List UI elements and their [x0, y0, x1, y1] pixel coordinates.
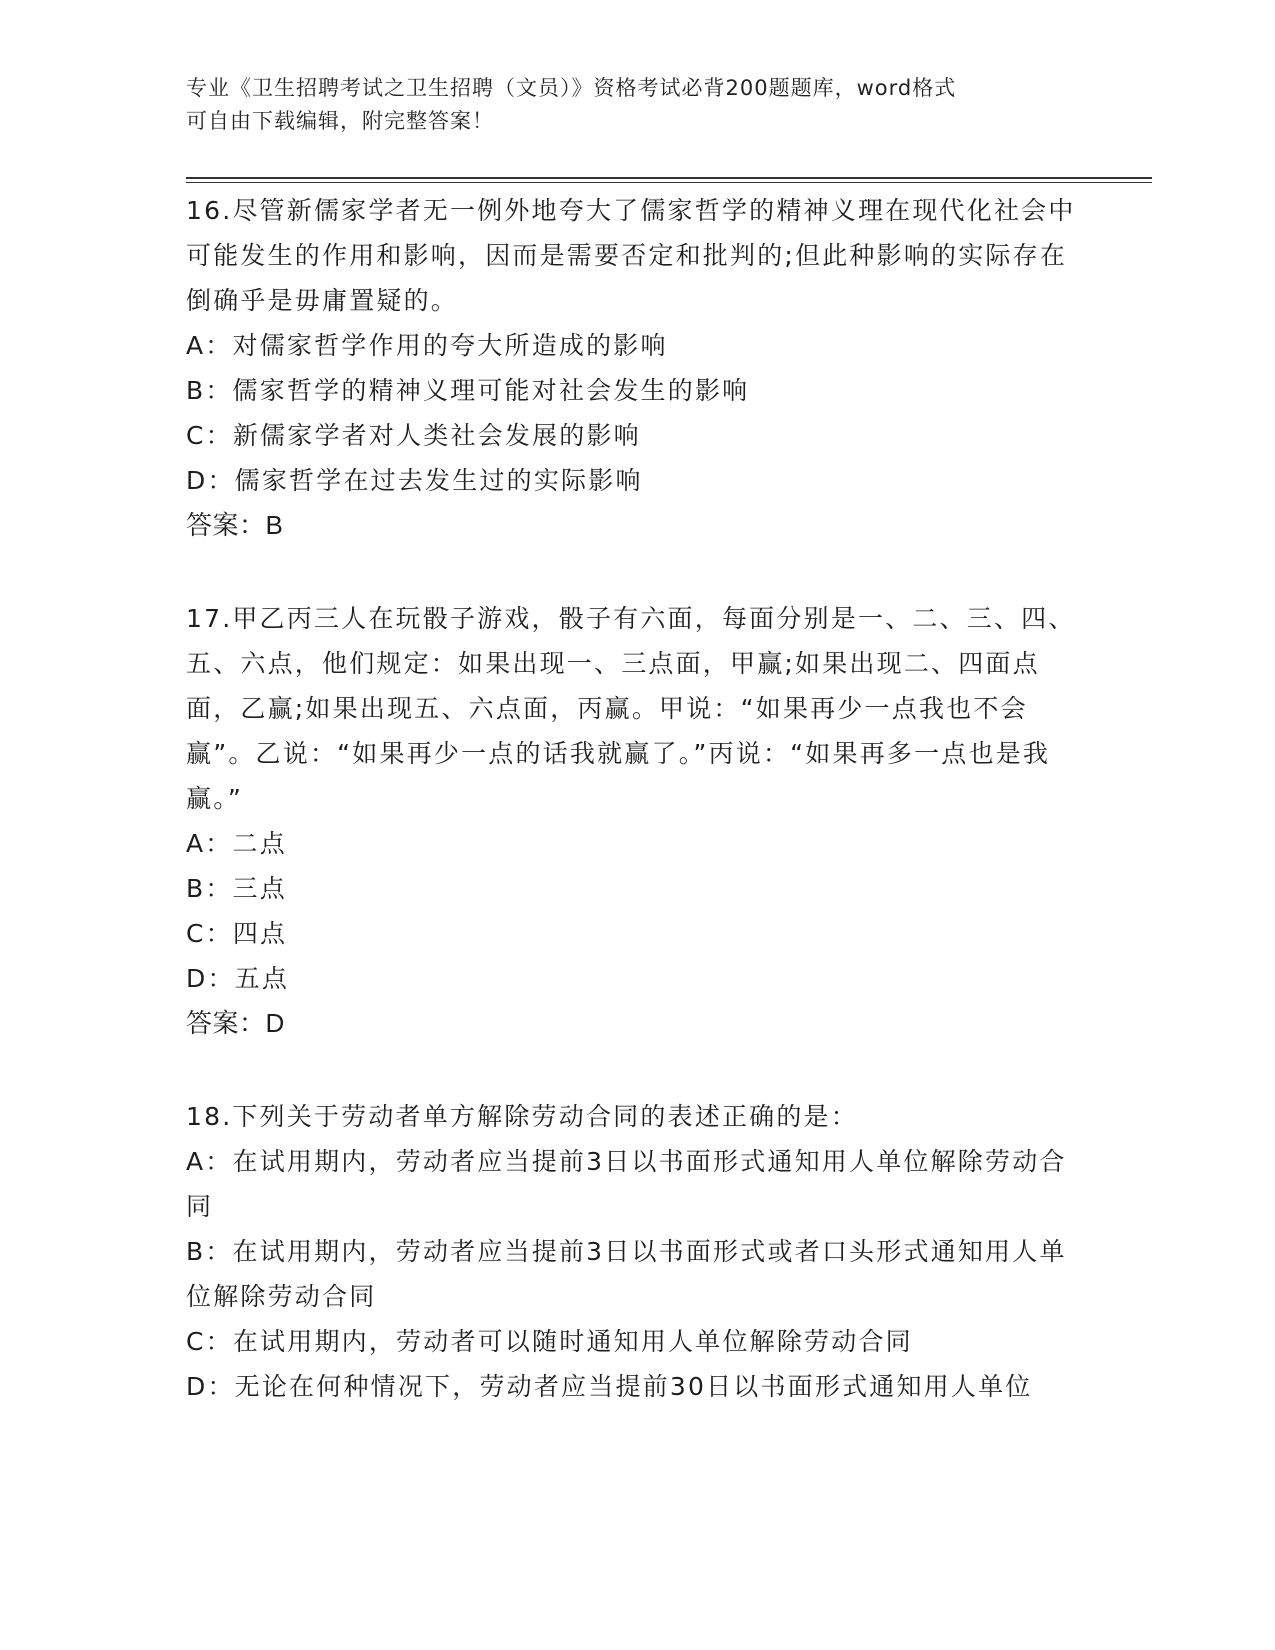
option-a: A：二点: [186, 829, 287, 858]
question-18: [186, 1094, 1076, 1409]
question-stem: 17.甲乙丙三人在玩骰子游戏，骰子有六面，每面分别是一、二、三、四、五、六点，他们规定：如果出现一、三点面，甲赢;如果出现二、四面点面，乙赢;如果出现五、六点面，丙赢。甲说：“如果再少一点我也不会赢”。乙说：“如果再少一点的话我就赢了。”丙说：“如果再多一点也是我赢。”: [186, 604, 1076, 813]
option-c: C：新儒家学者对人类社会发展的影响: [186, 421, 641, 450]
question-16: [186, 188, 1076, 548]
option-c: C：四点: [186, 919, 288, 948]
answer: 答案：B: [186, 510, 284, 540]
option-c: C：在试用期内，劳动者可以随时通知用人单位解除劳动合同: [186, 1327, 913, 1356]
option-b: B：三点: [186, 874, 287, 903]
option-a: A：在试用期内，劳动者应当提前3日以书面形式通知用人单位解除劳动合同: [186, 1147, 1067, 1221]
option-d: D：儒家哲学在过去发生过的实际影响: [186, 466, 643, 495]
document-header: [186, 72, 1066, 138]
header-line-2: 可自由下载编辑，附完整答案！: [186, 109, 494, 133]
header-divider: [186, 177, 1152, 179]
question-stem: 16.尽管新儒家学者无一例外地夸大了儒家哲学的精神义理在现代化社会中可能发生的作用和影响，因而是需要否定和批判的;但此种影响的实际存在倒确乎是毋庸置疑的。: [186, 196, 1076, 315]
answer: 答案：D: [186, 1008, 285, 1038]
option-b: B：儒家哲学的精神义理可能对社会发生的影响: [186, 376, 750, 405]
option-a: A：对儒家哲学作用的夸大所造成的影响: [186, 331, 668, 360]
header-divider-thin: [186, 182, 1152, 183]
option-d: D：五点: [186, 964, 290, 993]
option-d: D：无论在何种情况下，劳动者应当提前30日以书面形式通知用人单位: [186, 1372, 1033, 1401]
question-stem: 18.下列关于劳动者单方解除劳动合同的表述正确的是：: [186, 1102, 858, 1131]
option-b: B：在试用期内，劳动者应当提前3日以书面形式或者口头形式通知用人单位解除劳动合同: [186, 1237, 1067, 1311]
header-line-1: 专业《卫生招聘考试之卫生招聘（文员）》资格考试必背200题题库，word格式: [186, 76, 957, 100]
question-17: [186, 596, 1076, 1046]
